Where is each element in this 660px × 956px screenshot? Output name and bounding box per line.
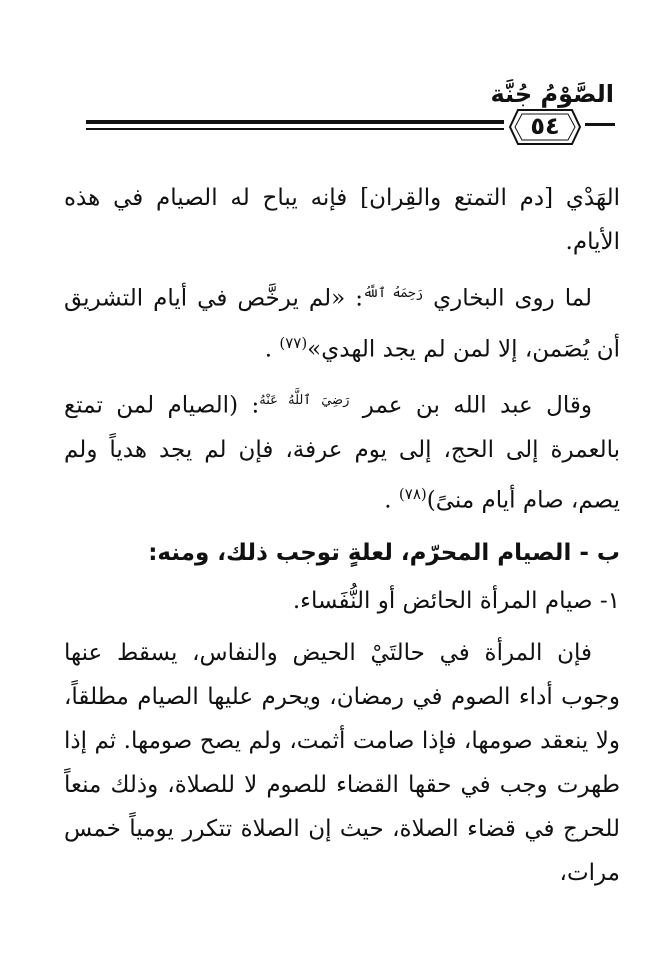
book-title: الصَّوْمُ جُنَّة [490,80,614,108]
header-rule-short [585,123,615,126]
footnote-ref-77: (٧٧) [279,333,308,352]
paragraph-3-quote: : (الصيام لمن تمتع بالعمرة إلى الحج، إلى يوم عرفة، فإن لم يجد هدياً ولم يصم، صام أيام منىً) [64,392,620,514]
header-rule-thick [86,120,504,124]
section-heading: ب - الصيام المحرّم، لعلةٍ توجب ذلك، ومنه: [148,539,620,566]
honorific: رَحِمَهُ ٱللَّهُ [363,286,424,301]
header-rule-thin [86,128,504,130]
paragraph-2-end: . [264,336,280,363]
honorific: رَضِيَ ٱللَّهُ عَنْهُ [259,393,350,409]
page-header [60,70,620,160]
paragraph-3-text: وقال عبد الله بن عمر [362,392,593,419]
page-number-badge [508,108,582,146]
paragraph-2-text: لما روى البخاري [433,285,593,312]
page-number: ٥٤ [530,112,560,140]
paragraph-1: الهَدْي [دم التمتع والقِران] فإنه يباح له الصيام في هذه الأيام. [64,185,620,255]
paragraph-4: فإن المرأة في حالتَيْ الحيض والنفاس، يسقط عنها وجوب أداء الصوم في رمضان، ويحرم عليها الصيام مطلقاً، ولا ينعقد صومها، فإذا صامت أثمت، ولم يصح صومها. ثم إذا طهرت وجب في حقها القضاء للصوم لا للصلاة، وذلك منعاً للحرج في قضاء الصلاة، حيث إن الصلاة تتكرر يومياً خمس مرات، [64,639,620,886]
page-content [64,176,620,903]
paragraph-2-quote: : «لم يرخَّص في أيام التشريق أن يُصَمن، إلا لمن لم يجد الهدي» [64,285,620,363]
list-item-1: ١- صيام المرأة الحائض أو النُّفَساء. [292,587,620,614]
paragraph-2 [64,272,620,371]
paragraph-3 [64,379,620,522]
footnote-ref-78: (٧٨) [398,484,427,503]
paragraph-3-end: . [384,487,399,514]
